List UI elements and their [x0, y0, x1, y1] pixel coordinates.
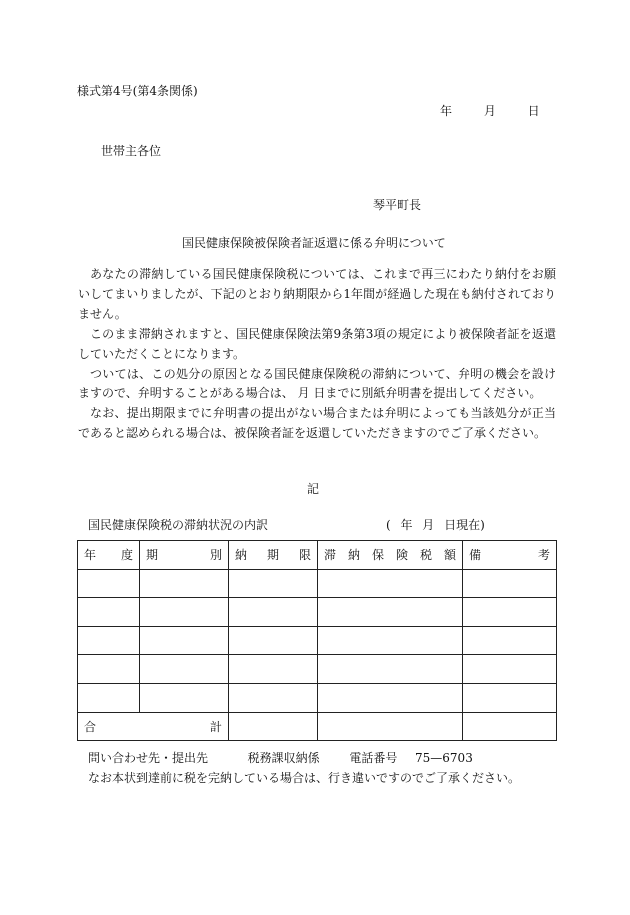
table-cell	[140, 655, 229, 684]
table-cell	[463, 712, 557, 741]
table-cell	[78, 655, 140, 684]
header-fiscal-year: 年度	[78, 541, 140, 570]
table-header-row	[78, 541, 557, 570]
contact-line	[88, 751, 473, 765]
date-line: 年 月 日	[440, 104, 540, 118]
table-cell	[229, 598, 318, 627]
body-paragraph-2: このまま滞納されますと、国民健康保険法第9条第3項の規定により被保険者証を返還していただくことになります。	[78, 326, 556, 361]
issuer: 琴平町長	[373, 198, 422, 212]
header-arrears-amount: 滞納保険税額	[318, 541, 463, 570]
table-cell	[229, 626, 318, 655]
table-cell	[140, 626, 229, 655]
table-row	[78, 655, 557, 684]
table-cell	[463, 598, 557, 627]
header-due-date: 納期限	[229, 541, 318, 570]
ki-heading: 記	[307, 482, 320, 496]
arrears-table	[77, 540, 557, 741]
table-cell	[463, 626, 557, 655]
contact-phone: 75—6703	[415, 751, 473, 765]
body-paragraph-1: あなたの滞納している国民健康保険税については、これまで再三にわたり納付をお願いしてまいりましたが、下記のとおり納期限から1年間が経過した現在も納付されておりません。	[78, 267, 556, 321]
table-cell	[318, 655, 463, 684]
body-paragraph-4: なお、提出期限までに弁明書の提出がない場合または弁明によっても当該処分が正当であると認められる場合は、被保険者証を返還していただきますのでご了承ください。	[78, 406, 556, 441]
table-cell	[463, 569, 557, 598]
table-cell	[318, 626, 463, 655]
table-cell	[140, 569, 229, 598]
table-cell	[229, 569, 318, 598]
table-cell	[140, 598, 229, 627]
table-row	[78, 626, 557, 655]
header-period: 期別	[140, 541, 229, 570]
table-cell	[229, 683, 318, 712]
table-caption: 国民健康保険税の滞納状況の内訳	[88, 518, 269, 532]
contact-phone-label: 電話番号	[349, 751, 398, 765]
header-remarks: 備考	[463, 541, 557, 570]
table-cell	[318, 569, 463, 598]
table-cell	[140, 683, 229, 712]
closing-note: なお本状到達前に税を完納している場合は、行き違いですのでご了承ください。	[88, 771, 521, 785]
table-cell	[78, 598, 140, 627]
table-cell	[78, 626, 140, 655]
body-text	[78, 265, 556, 444]
table-cell	[229, 712, 318, 741]
addressee: 世帯主各位	[101, 144, 162, 158]
contact-label: 問い合わせ先・提出先	[88, 751, 209, 765]
table-cell	[78, 569, 140, 598]
table-cell	[318, 712, 463, 741]
table-cell	[463, 655, 557, 684]
table-cell	[229, 655, 318, 684]
table-cell	[78, 683, 140, 712]
total-row	[78, 712, 557, 741]
subject-title: 国民健康保険被保険者証返還に係る弁明について	[182, 236, 446, 250]
form-number: 様式第4号(第4条関係)	[77, 84, 198, 98]
table-row	[78, 598, 557, 627]
table-row	[78, 683, 557, 712]
table-cell	[318, 598, 463, 627]
body-paragraph-3: ついては、この処分の原因となる国民健康保険税の滞納について、弁明の機会を設けますので、弁明することがある場合は、 月 日までに別紙弁明書を提出してください。	[78, 366, 556, 401]
table-cell	[463, 683, 557, 712]
contact-department: 税務課収納係	[247, 751, 320, 765]
table-row	[78, 569, 557, 598]
table-cell	[318, 683, 463, 712]
total-label: 合計	[78, 712, 229, 741]
as-of-date: ( 年 月 日現在)	[386, 518, 485, 532]
